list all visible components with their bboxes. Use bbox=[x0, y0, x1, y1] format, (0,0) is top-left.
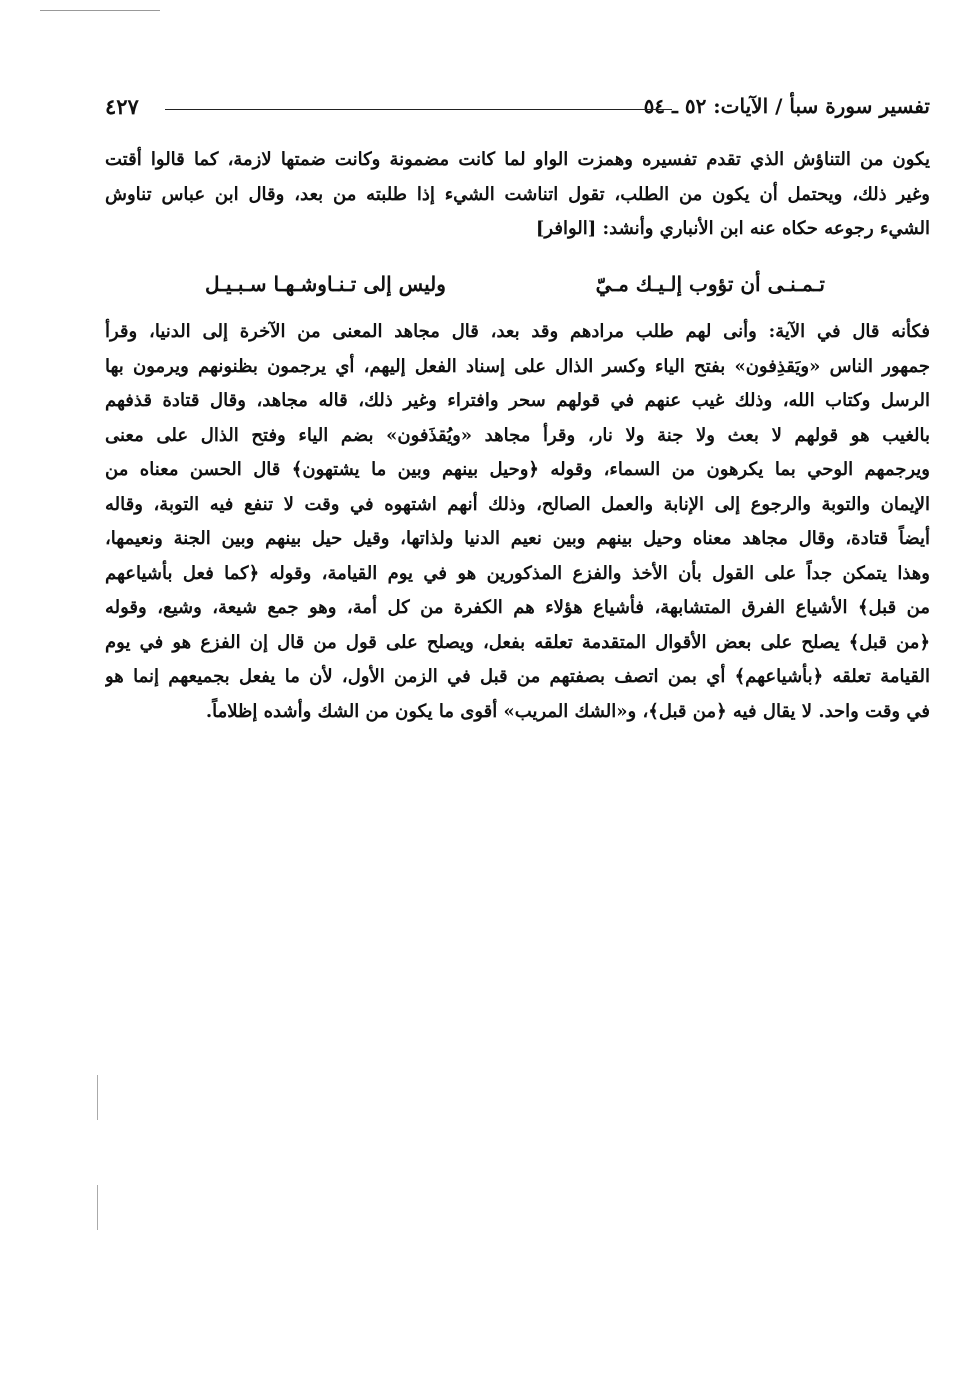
text-line: وهذا يتمكن جداً على القول بأن الأخذ والفزع المذكورين هو في يوم القيامة، وقوله ﴿كما فعل بأشياعهم bbox=[105, 562, 930, 584]
header-rule bbox=[165, 109, 672, 110]
text-line: فكأنه قال في الآية: وأنى لهم طلب مرادهم وقد بعد، قال مجاهد المعنى من الآخرة إلى الدنيا، وقرأ bbox=[105, 321, 930, 342]
text-line: الإيمان والتوبة والرجوع إلى الإنابة والعمل الصالح، وذلك أنهم اشتهوه في وقت لا تنفع فيه التوبة، وقاله bbox=[105, 493, 930, 515]
text-line: من قبل﴾ الأشياع الفرق المتشابهة، فأشياع هؤلاء هم الكفرة من كل أمة، وهو جمع شيعة، وشيع، وقوله bbox=[105, 597, 930, 618]
text-line: الرسل وكتاب الله، وذلك غيب عنهم في قولهم سحر وافتراء وغير ذلك، قاله مجاهد، وقال قتادة قذفهم bbox=[105, 390, 930, 411]
scan-edge-mark bbox=[40, 10, 160, 11]
header-title: تفسير سورة سبأ / الآيات: ٥٢ ـ ٥٤ bbox=[643, 94, 930, 118]
text-line: بالغيب هو قولهم لا بعث ولا جنة ولا نار، وقرأ مجاهد «ويُقذَفون» بضم الياء وفتح الذال على معنى bbox=[105, 424, 930, 446]
text-line: القيامة تعلقه ﴿بأشياعهم﴾ أي بمن اتصف بصفتهم من قبل في الزمن الأول، لأن ما يفعل بجميعهم إنما هو bbox=[105, 666, 930, 687]
scan-margin-mark bbox=[97, 1185, 98, 1230]
verse-first-hemistich: تـمـنـى أن تؤوب إلـيـك مـيّ bbox=[595, 272, 825, 296]
text-line: ويرجمهم الوحي بما يكرهون من السماء، وقوله ﴿وحيل بينهم وبين ما يشتهون﴾ قال الحسن معناه من bbox=[105, 459, 930, 480]
text-line: أيضاً قتادة، وقال مجاهد معناه وحيل بينهم وبين نعيم الدنيا ولذاتها، وقيل حيل بينهم وبين الجنة ونعيمها، bbox=[105, 528, 930, 549]
text-line: الشيء رجوعه حكاه عنه ابن الأنباري وأنشد: [الوافر] bbox=[535, 218, 930, 239]
scan-margin-mark bbox=[97, 1075, 98, 1120]
text-line: يكون من التناؤش الذي تقدم تفسيره وهمزت الواو لما كانت مضمونة وكانت ضمتها لازمة، كما قالوا أقتت bbox=[105, 149, 930, 170]
paragraph-2 bbox=[105, 315, 930, 729]
poetry-verse bbox=[205, 272, 825, 308]
text-line: في وقت واحد. لا يقال فيه ﴿من قبل﴾، و«الشك المريب» أقوى ما يكون من الشك وأشده إظلاماً. bbox=[205, 700, 930, 722]
text-line: وغير ذلك، ويحتمل أن يكون من الطلب، تقول اتناشت الشيء إذا طلبته من بعد، وقال ابن عباس تناوش bbox=[105, 183, 930, 205]
text-line: جمهور الناس «ويَقذِفون» بفتح الياء وكسر الذال على إسناد الفعل إليهم، أي يرجمون بظنونهم ويرمون بها bbox=[105, 355, 930, 377]
paragraph-1 bbox=[105, 143, 930, 247]
verse-second-hemistich: وليس إلى تـنـاوشـهـا سـبـيـل bbox=[205, 272, 446, 296]
running-header bbox=[105, 94, 930, 128]
text-line: ﴿من قبل﴾ يصلح على بعض الأقوال المتقدمة تعلقه بفعل، ويصلح على قول من قال إن الفزع هو في يوم bbox=[105, 631, 930, 653]
page-number: ٤٢٧ bbox=[105, 94, 139, 119]
